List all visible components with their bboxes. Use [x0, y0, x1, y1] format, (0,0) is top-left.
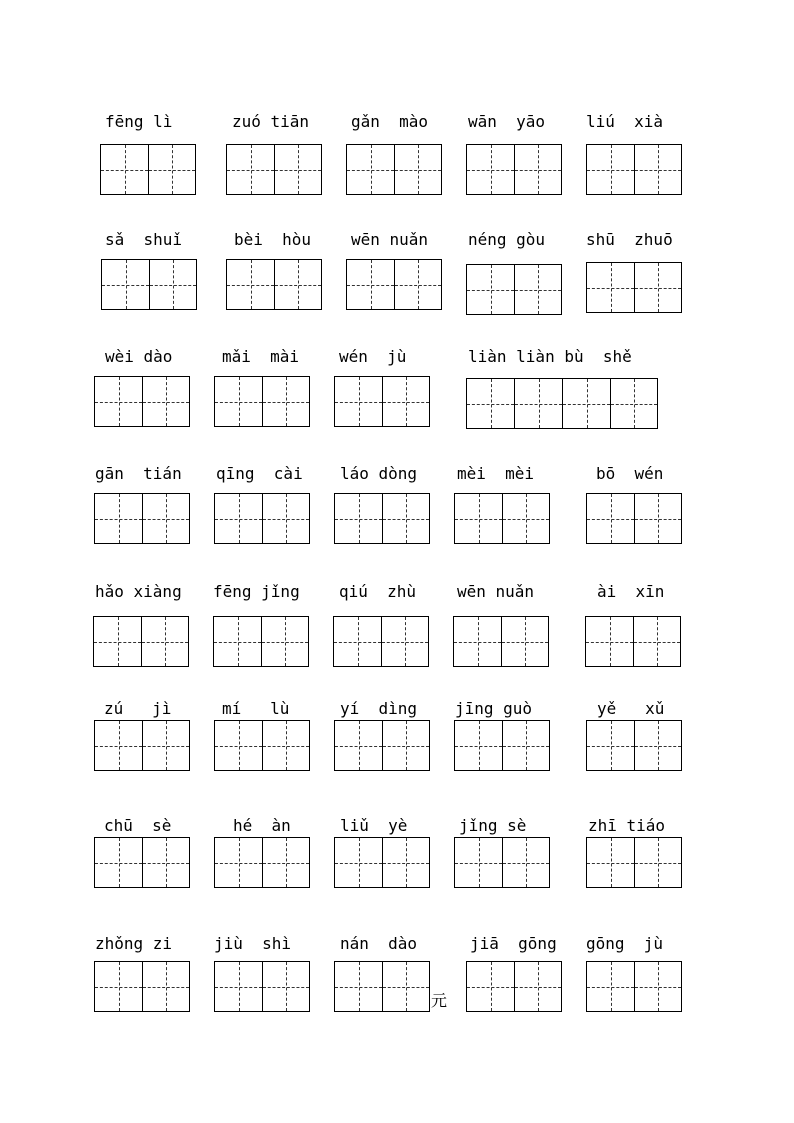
tianzige-grid [334, 720, 430, 771]
writing-cell[interactable] [381, 616, 429, 667]
tianzige-grid [586, 144, 682, 195]
tianzige-grid [466, 144, 562, 195]
tianzige-grid [586, 837, 682, 888]
pinyin-label: mǎi mài [222, 347, 300, 366]
writing-cell[interactable] [514, 144, 562, 195]
pinyin-label: wèi dào [105, 347, 173, 366]
tianzige-grid [586, 262, 682, 313]
writing-cell[interactable] [394, 144, 442, 195]
writing-cell[interactable] [634, 262, 682, 313]
writing-cell[interactable] [333, 616, 381, 667]
writing-cell[interactable] [214, 837, 262, 888]
tianzige-grid [334, 493, 430, 544]
tianzige-grid [466, 961, 562, 1012]
pinyin-label: jiù shì [214, 934, 292, 953]
writing-cell[interactable] [141, 616, 189, 667]
tianzige-grid [214, 961, 310, 1012]
tianzige-grid [214, 376, 310, 427]
pinyin-label: hé àn [233, 816, 291, 835]
tianzige-grid [454, 720, 550, 771]
writing-cell[interactable] [149, 259, 197, 310]
writing-cell[interactable] [226, 259, 274, 310]
pinyin-label: jīng guò [455, 699, 533, 718]
pinyin-label: láo dòng [340, 464, 418, 483]
tianzige-grid [346, 144, 442, 195]
tianzige-grid [101, 259, 197, 310]
tianzige-grid [586, 720, 682, 771]
writing-cell[interactable] [382, 837, 430, 888]
writing-cell[interactable] [394, 259, 442, 310]
writing-cell[interactable] [466, 378, 514, 429]
writing-cell[interactable] [148, 144, 196, 195]
pinyin-label: gǎn mào [351, 112, 429, 131]
pinyin-label: chū sè [104, 816, 172, 835]
writing-cell[interactable] [334, 493, 382, 544]
writing-cell[interactable] [226, 144, 274, 195]
writing-cell[interactable] [101, 259, 149, 310]
tianzige-grid [93, 616, 189, 667]
pinyin-label: mí lù [222, 699, 290, 718]
tianzige-grid [333, 616, 429, 667]
writing-cell[interactable] [586, 493, 634, 544]
writing-cell[interactable] [466, 264, 514, 315]
writing-cell[interactable] [382, 961, 430, 1012]
writing-cell[interactable] [633, 616, 681, 667]
pinyin-label: zuó tiān [232, 112, 310, 131]
writing-cell[interactable] [514, 378, 562, 429]
writing-cell[interactable] [454, 493, 502, 544]
writing-cell[interactable] [142, 720, 190, 771]
pinyin-label: yě xǔ [597, 699, 665, 718]
writing-cell[interactable] [502, 837, 550, 888]
writing-cell[interactable] [262, 837, 310, 888]
tianzige-grid [214, 837, 310, 888]
writing-cell[interactable] [585, 616, 633, 667]
pinyin-label: jiā gōng [470, 934, 557, 953]
writing-cell[interactable] [346, 259, 394, 310]
tianzige-grid [585, 616, 681, 667]
writing-cell[interactable] [262, 961, 310, 1012]
writing-cell[interactable] [502, 720, 550, 771]
tianzige-grid [454, 493, 550, 544]
tianzige-grid [466, 264, 562, 315]
writing-cell[interactable] [586, 961, 634, 1012]
pinyin-label: fēng jǐng [213, 582, 300, 601]
writing-cell[interactable] [466, 144, 514, 195]
writing-cell[interactable] [274, 144, 322, 195]
tianzige-grid [213, 616, 309, 667]
writing-cell[interactable] [94, 961, 142, 1012]
pinyin-label: liú xià [586, 112, 664, 131]
pinyin-label: shū zhuō [586, 230, 673, 249]
writing-cell[interactable] [262, 376, 310, 427]
pinyin-label: wēn nuǎn [457, 582, 535, 601]
writing-cell[interactable] [214, 493, 262, 544]
writing-cell[interactable] [334, 720, 382, 771]
tianzige-grid [94, 961, 190, 1012]
writing-cell[interactable] [93, 616, 141, 667]
writing-cell[interactable] [94, 493, 142, 544]
writing-cell[interactable] [502, 493, 550, 544]
writing-cell[interactable] [382, 493, 430, 544]
pinyin-label: liǔ yè [340, 816, 408, 835]
writing-cell[interactable] [610, 378, 658, 429]
writing-cell[interactable] [514, 264, 562, 315]
tianzige-grid [226, 144, 322, 195]
pinyin-label: sǎ shuǐ [105, 230, 183, 249]
writing-cell[interactable] [142, 961, 190, 1012]
tianzige-grid [94, 376, 190, 427]
pinyin-label: qīng cài [216, 464, 303, 483]
tianzige-grid [334, 837, 430, 888]
pinyin-label: gōng jù [586, 934, 664, 953]
tianzige-grid [334, 961, 430, 1012]
writing-cell[interactable] [334, 961, 382, 1012]
tianzige-grid [454, 837, 550, 888]
writing-cell[interactable] [382, 720, 430, 771]
tianzige-grid [94, 493, 190, 544]
writing-cell[interactable] [261, 616, 309, 667]
pinyin-label: mèi mèi [457, 464, 535, 483]
tianzige-grid [346, 259, 442, 310]
writing-cell[interactable] [586, 720, 634, 771]
pinyin-label: wēn nuǎn [351, 230, 429, 249]
writing-cell[interactable] [262, 720, 310, 771]
pinyin-label: zhǒng zi [95, 934, 173, 953]
writing-cell[interactable] [501, 616, 549, 667]
tianzige-grid [334, 376, 430, 427]
writing-cell[interactable] [94, 376, 142, 427]
pinyin-label: néng gòu [468, 230, 546, 249]
writing-cell[interactable] [562, 378, 610, 429]
pinyin-label: bèi hòu [234, 230, 312, 249]
tianzige-grid [214, 493, 310, 544]
writing-cell[interactable] [262, 493, 310, 544]
pinyin-label: ài xīn [597, 582, 665, 601]
writing-cell[interactable] [142, 837, 190, 888]
writing-cell[interactable] [514, 961, 562, 1012]
pinyin-label: yí dìng [340, 699, 418, 718]
pinyin-label: zú jì [104, 699, 172, 718]
tianzige-grid [226, 259, 322, 310]
tianzige-grid [586, 961, 682, 1012]
tianzige-grid [94, 837, 190, 888]
writing-cell[interactable] [586, 144, 634, 195]
writing-cell[interactable] [454, 837, 502, 888]
pinyin-label: nán dào [340, 934, 418, 953]
writing-cell[interactable] [634, 961, 682, 1012]
writing-cell[interactable] [94, 720, 142, 771]
writing-cell[interactable] [634, 144, 682, 195]
pinyin-label: qiú zhù [339, 582, 417, 601]
writing-cell[interactable] [453, 616, 501, 667]
writing-cell[interactable] [214, 376, 262, 427]
writing-cell[interactable] [586, 837, 634, 888]
tianzige-grid [586, 493, 682, 544]
tianzige-grid [214, 720, 310, 771]
writing-cell[interactable] [586, 262, 634, 313]
writing-cell[interactable] [274, 259, 322, 310]
writing-cell[interactable] [142, 376, 190, 427]
tianzige-grid [453, 616, 549, 667]
stray-mark: 元 [431, 991, 448, 1010]
writing-cell[interactable] [334, 376, 382, 427]
writing-cell[interactable] [634, 720, 682, 771]
pinyin-label: gān tián [95, 464, 182, 483]
writing-cell[interactable] [213, 616, 261, 667]
pinyin-label: fēng lì [105, 112, 173, 131]
pinyin-label: wén jù [339, 347, 407, 366]
writing-cell[interactable] [466, 961, 514, 1012]
tianzige-grid [466, 378, 658, 429]
tianzige-grid [94, 720, 190, 771]
writing-cell[interactable] [142, 493, 190, 544]
pinyin-label: bō wén [596, 464, 664, 483]
pinyin-label: jǐng sè [459, 816, 527, 835]
writing-cell[interactable] [634, 493, 682, 544]
pinyin-label: wān yāo [468, 112, 546, 131]
writing-cell[interactable] [454, 720, 502, 771]
pinyin-label: zhī tiáo [588, 816, 666, 835]
pinyin-label: hǎo xiàng [95, 582, 182, 601]
writing-cell[interactable] [94, 837, 142, 888]
writing-cell[interactable] [346, 144, 394, 195]
writing-cell[interactable] [100, 144, 148, 195]
writing-cell[interactable] [382, 376, 430, 427]
writing-cell[interactable] [214, 720, 262, 771]
tianzige-grid [100, 144, 196, 195]
pinyin-label: liàn liàn bù shě [468, 347, 632, 366]
writing-cell[interactable] [334, 837, 382, 888]
writing-cell[interactable] [214, 961, 262, 1012]
writing-cell[interactable] [634, 837, 682, 888]
